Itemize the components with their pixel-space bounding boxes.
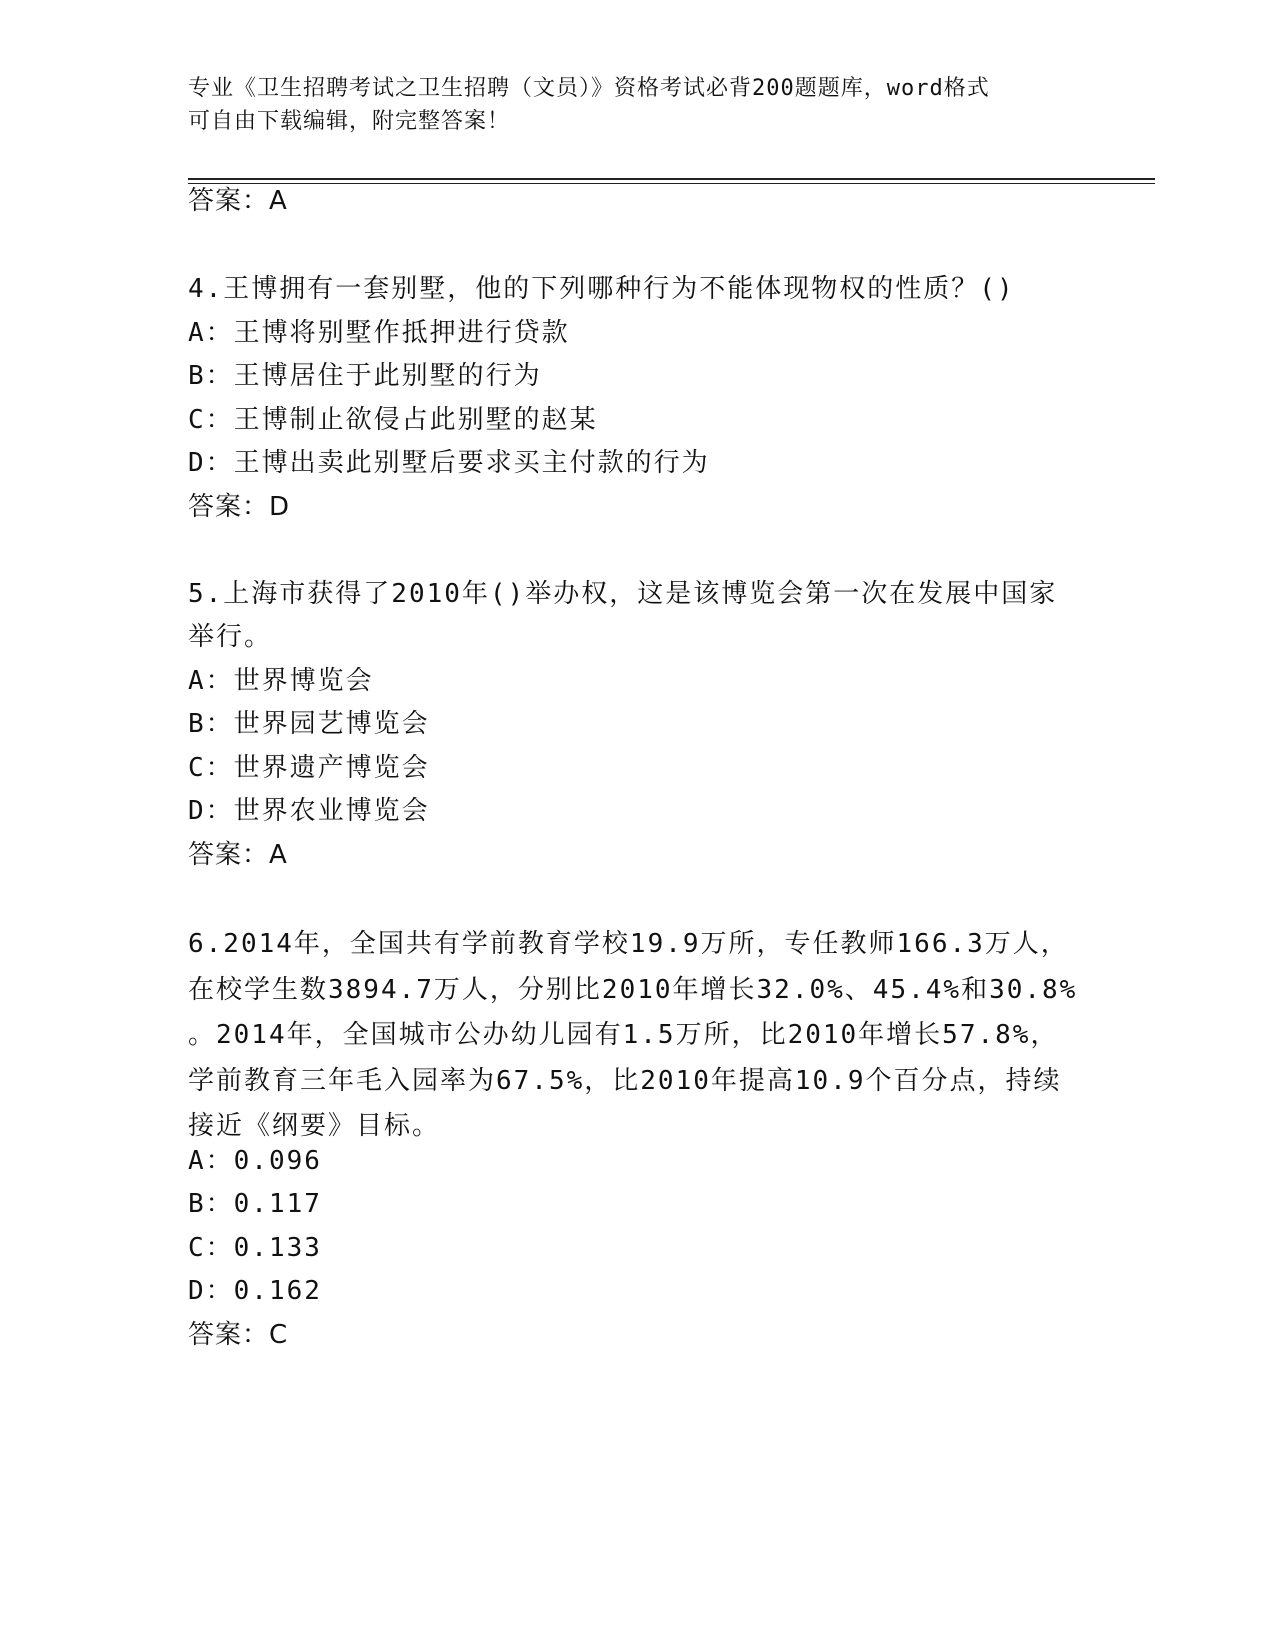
question-6-option-b: B：0.117 [188,1189,322,1219]
question-6-option-d: D：0.162 [188,1276,322,1306]
question-6-text-line-2: 在校学生数3894.7万人，分别比2010年增长32.0%、45.4%和30.8% [188,974,1078,1005]
question-5-option-d: D：世界农业博览会 [188,796,430,826]
question-4-option-d: D：王博出卖此别墅后要求买主付款的行为 [188,448,710,478]
document-header [188,72,1068,138]
question-5-option-c: C：世界遗产博览会 [188,753,430,783]
question-6-text-line-1: 6.2014年，全国共有学前教育学校19.9万所，专任教师166.3万人， [188,929,1069,959]
question-4-text: 4.王博拥有一套别墅，他的下列哪种行为不能体现物权的性质？() [188,274,1015,304]
answer-line: 答案：A [188,186,288,216]
question-5-text-line-1: 5.上海市获得了2010年()举办权，这是该博览会第一次在发展中国家 [188,579,1058,609]
question-5-option-b: B：世界园艺博览会 [188,709,430,739]
header-divider-thin [188,183,1155,184]
question-6-text-line-5: 接近《纲要》目标。 [188,1111,441,1141]
question-6-text [188,922,1088,1150]
question-6-option-a: A：0.096 [188,1146,322,1176]
header-line-1: 专业《卫生招聘考试之卫生招聘（文员）》资格考试必背200题题库，word格式 [188,76,990,101]
question-4-option-b: B：王博居住于此别墅的行为 [188,361,542,391]
header-divider-thick [188,178,1155,180]
question-6-option-c: C：0.133 [188,1233,322,1263]
header-line-2: 可自由下载编辑，附完整答案！ [188,109,511,134]
question-6-answer: 答案：C [188,1320,289,1350]
question-5-option-a: A：世界博览会 [188,666,374,696]
question-5-text-line-2: 举行。 [188,622,273,652]
question-4-option-a: A：王博将别墅作抵押进行贷款 [188,318,570,348]
question-4-option-c: C：王博制止欲侵占此别墅的赵某 [188,405,598,435]
question-5-answer: 答案：A [188,840,288,870]
question-6-text-line-4: 学前教育三年毛入园率为67.5%，比2010年提高10.9个百分点，持续 [188,1065,1062,1096]
question-6-text-line-3: 。2014年，全国城市公办幼儿园有1.5万所，比2010年增长57.8%， [188,1020,1059,1050]
question-4-answer: 答案：D [188,492,291,522]
